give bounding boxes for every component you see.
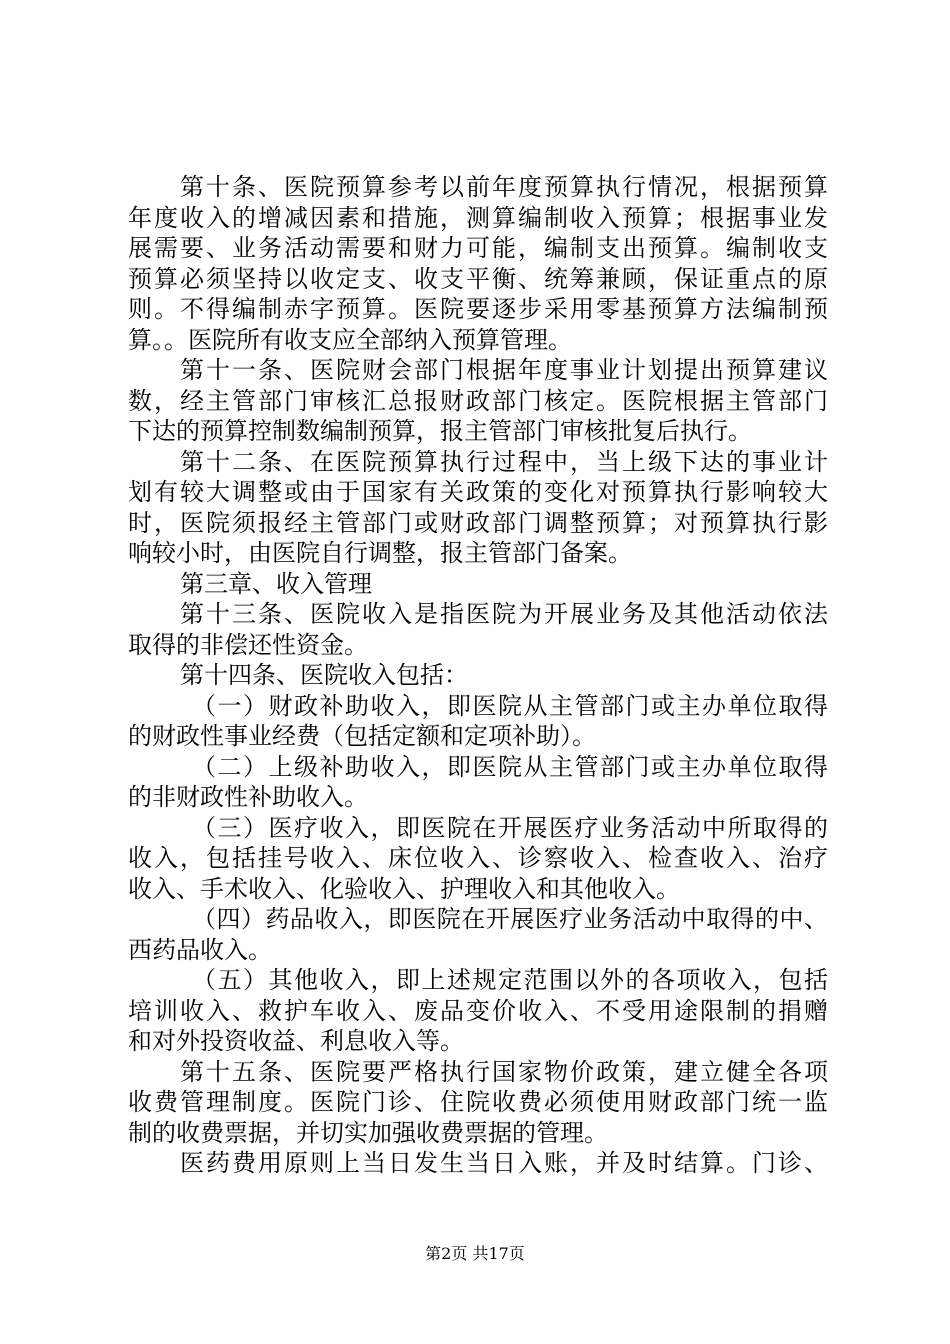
text-line: 制的收费票据，并切实加强收费票据的管理。 [128, 1118, 608, 1147]
text-line: 下达的预算控制数编制预算，报主管部门审核批复后执行。 [128, 417, 752, 445]
text-line: 时，医院须报经主管部门或财政部门调整预算；对预算执行影 [128, 508, 828, 537]
text-line: 收入，包括挂号收入、床位收入、诊察收入、检查收入、治疗 [128, 844, 828, 872]
text-line: 第十一条、医院财会部门根据年度事业计划提出预算建议 [180, 356, 828, 384]
text-line: 第三章、收入管理 [180, 569, 372, 598]
text-line: 第十二条、在医院预算执行过程中，当上级下达的事业计 [180, 447, 828, 476]
text-line: 响较小时，由医院自行调整，报主管部门备案。 [128, 539, 632, 567]
text-line: （四）药品收入，即医院在开展医疗业务活动中取得的中、 [192, 905, 828, 933]
text-line: 预算必须坚持以收定支、收支平衡、统筹兼顾，保证重点的原 [128, 264, 828, 293]
text-line: 医药费用原则上当日发生当日入账，并及时结算。门诊、 [180, 1149, 828, 1177]
text-line: 展需要、业务活动需要和财力可能，编制支出预算。编制收支 [128, 234, 828, 262]
text-line: 第十五条、医院要严格执行国家物价政策，建立健全各项 [180, 1057, 828, 1086]
text-line: 划有较大调整或由于国家有关政策的变化对预算执行影响较大 [128, 478, 828, 506]
text-line: 数，经主管部门审核汇总报财政部门核定。医院根据主管部门 [128, 386, 828, 415]
text-line: （三）医疗收入，即医院在开展医疗业务活动中所取得的 [192, 813, 828, 842]
text-line: 则。不得编制赤字预算。医院要逐步采用零基预算方法编制预 [128, 295, 828, 323]
page-footer: 第2页 共17页 [425, 1244, 525, 1263]
text-line: 取得的非偿还性资金。 [128, 630, 368, 659]
text-line: 年度收入的增减因素和措施，测算编制收入预算；根据事业发 [128, 203, 828, 232]
text-line: 和对外投资收益、利息收入等。 [128, 1027, 464, 1055]
text-line: 算。。医院所有收支应全部纳入预算管理。 [128, 325, 572, 354]
text-line: 的财政性事业经费（包括定额和定项补助）。 [128, 722, 596, 750]
text-line: 第十三条、医院收入是指医院为开展业务及其他活动依法 [180, 600, 828, 628]
document-body [128, 172, 828, 1179]
text-line: 收费管理制度。医院门诊、住院收费必须使用财政部门统一监 [128, 1088, 828, 1116]
text-line: （一）财政补助收入，即医院从主管部门或主办单位取得 [192, 691, 828, 720]
text-line: （二）上级补助收入，即医院从主管部门或主办单位取得 [192, 752, 828, 781]
text-line: 培训收入、救护车收入、废品变价收入、不受用途限制的捐赠 [128, 996, 828, 1025]
text-line: 西药品收入。 [128, 935, 272, 964]
text-line: 收入、手术收入、化验收入、护理收入和其他收入。 [128, 874, 680, 903]
text-line: 第十条、医院预算参考以前年度预算执行情况，根据预算 [180, 173, 828, 201]
text-line: （五）其他收入，即上述规定范围以外的各项收入，包括 [192, 966, 828, 994]
text-line: 第十四条、医院收入包括： [180, 661, 468, 689]
text-line: 的非财政性补助收入。 [128, 783, 368, 811]
